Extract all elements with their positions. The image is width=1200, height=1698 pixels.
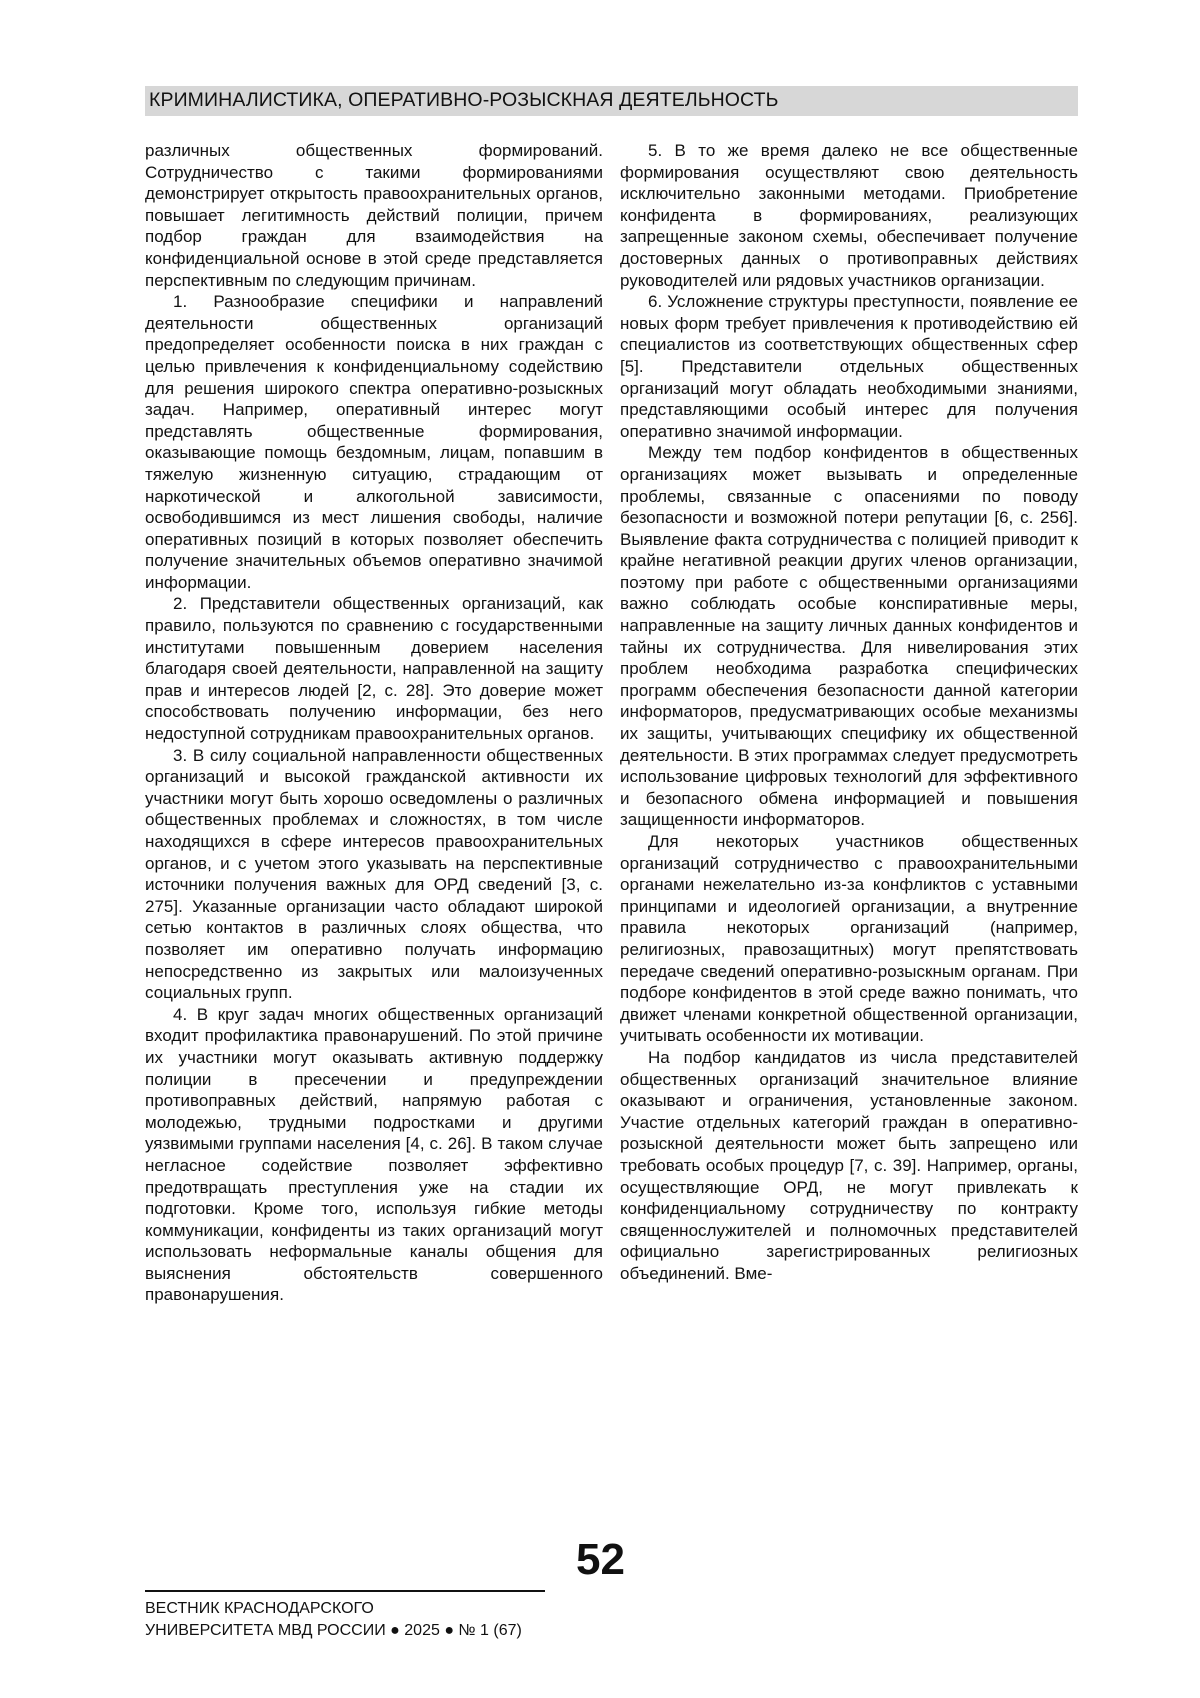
paragraph: 1. Разнообразие специфики и направлений деятельности общественных организаций предопределяет особенности поиска в них граждан с целью привлечения к конфиденциальному содействию для решения широкого спектра оперативно-розыскных задач. Например, оперативный интерес могут представлять общественные формирования, оказывающие помощь бездомным, лицам, попавшим в тяжелую жизненную ситуацию, страдающим от наркотической и алкогольной зависимости, освободившимся из мест лишения свободы, наличие оперативных позиций в которых позволяет обеспечить получение значительных объемов оперативно значимой информации. xyxy=(145,292,603,592)
paragraph: 3. В силу социальной направленности общественных организаций и высокой гражданской активности их участники могут быть хорошо осведомлены о различных общественных проблемах и сложностях, в том числе находящихся в сфере интересов правоохранительных органов, и с учетом этого указывать на перспективные источники получения важных для ОРД сведений [3, с. 275]. Указанные организации часто обладают широкой сетью контактов в различных слоях общества, что позволяет им оперативно получать информацию непосредственно из закрытых или малоизученных социальных групп. xyxy=(145,745,603,1003)
paragraph: Между тем подбор конфидентов в общественных организациях может вызывать и определенные проблемы, связанные с опасениями по поводу безопасности и возможной потери репутации [6, с. 256]. Выявление факта сотрудничества с полицией приводит к крайне негативной реакции других членов организации, поэтому при работе с общественными организациями важно соблюдать особые конспиративные меры, направленные на защиту личных данных конфидентов и тайны их сотрудничества. Для нивелирования этих проблем необходима разработка специфических программ обеспечения безопасности данной категории информаторов, предусматривающих особые механизмы их защиты, учитывающих специфику их общественной деятельности. В этих программах следует предусмотреть использование цифровых технологий для эффективного и безопасного обмена информацией и повышения защищенности информаторов. xyxy=(620,443,1078,830)
paragraph: 4. В круг задач многих общественных организаций входит профилактика правонарушений. По этой причине их участники могут оказывать активную поддержку полиции в пресечении и предупреждении противоправных действий, напрямую работая с молодежью, трудными подростками и другими уязвимыми группами населения [4, с. 26]. В таком случае негласное содействие позволяет эффективно предотвращать преступления уже на стадии их подготовки. Кроме того, используя гибкие методы коммуникации, конфиденты из таких организаций могут использовать неформальные каналы общения для выяснения обстоятельств совершенного правонарушения. xyxy=(145,1004,603,1305)
paragraph: Для некоторых участников общественных организаций сотрудничество с правоохранительными органами нежелательно из-за конфликтов с уставными принципами и идеологией организации, а внутренние правила некоторых организаций (например, религиозных, правозащитных) могут препятствовать передаче сведений оперативно-розыскным органам. При подборе конфидентов в этой среде важно понимать, что движет членами конкретной общественной организации, учитывать особенности их мотивации. xyxy=(620,832,1078,1046)
paragraph: 2. Представители общественных организаций, как правило, пользуются по сравнению с государственными институтами повышенным доверием населения благодаря своей деятельности, направленной на защиту прав и интересов людей [2, с. 28]. Это доверие может способствовать получению информации, без него недоступной сотрудникам правоохранительных органов. xyxy=(145,594,603,744)
journal-title-line-1: ВЕСТНИК КРАСНОДАРСКОГО xyxy=(145,1600,374,1617)
section-header xyxy=(145,86,1078,116)
footer-divider xyxy=(145,1590,545,1592)
right-column xyxy=(620,140,1078,1284)
paragraph: 6. Усложнение структуры преступности, появление ее новых форм требует привлечения к противодействию ей специалистов из соответствующих общественных сфер [5]. Представители отдельных общественных организаций могут обладать необходимыми знаниями, представляющими особый интерес для получения оперативно значимой информации. xyxy=(620,292,1078,441)
page-number: 52 xyxy=(576,1535,625,1584)
left-column xyxy=(145,140,603,1306)
paragraph: 5. В то же время далеко не все общественные формирования осуществляют свою деятельность исключительно законными методами. Приобретение конфидента в формированиях, реализующих запрещенные законом схемы, обеспечивает получение достоверных данных о противоправных действиях руководителей или рядовых участников организации. xyxy=(620,141,1078,290)
paragraph: На подбор кандидатов из числа представителей общественных организаций значительное влияние оказывают и ограничения, установленные законом. Участие отдельных категорий граждан в оперативно-розыскной деятельности может быть запрещено или требовать особых процедур [7, с. 39]. Например, органы, осуществляющие ОРД, не могут привлекать к конфиденциальному сотрудничеству по контракту священнослужителей и полномочных представителей официально зарегистрированных религиозных объединений. Вме- xyxy=(620,1047,1078,1283)
section-title: КРИМИНАЛИСТИКА, ОПЕРАТИВНО-РОЗЫСКНАЯ ДЕЯТЕЛЬНОСТЬ xyxy=(149,89,779,111)
journal-title-line-2: УНИВЕРСИТЕТА МВД РОССИИ ● 2025 ● № 1 (67) xyxy=(145,1622,522,1639)
paragraph: различных общественных формирований. Сотрудничество с такими формированиями демонстрирует открытость правоохранительных органов, повышает легитимность действий полиции, причем подбор граждан для взаимодействия на конфиденциальной основе в этой среде представляется перспективным по следующим причинам. xyxy=(145,141,603,290)
